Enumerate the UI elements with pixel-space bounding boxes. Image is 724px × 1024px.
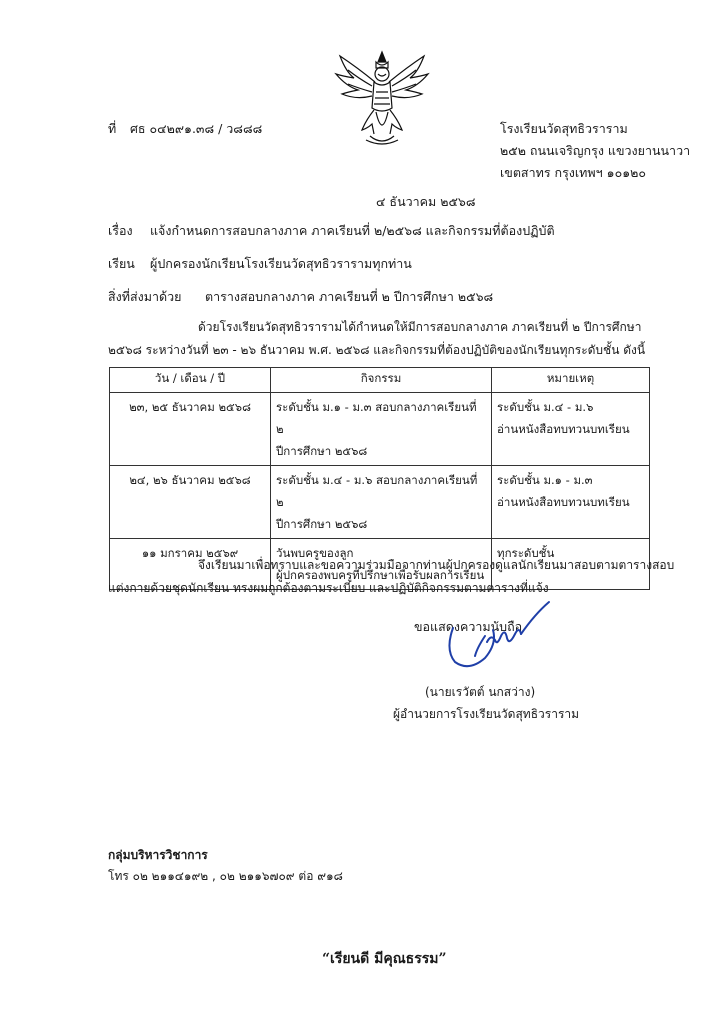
school-address-line1: ๒๕๒ ถนนเจริญกรุง แขวงยานนาวา [500,143,691,158]
ref-label: ที่ [108,121,117,136]
school-name: โรงเรียนวัดสุทธิวราราม [500,121,628,136]
signature-image [425,600,575,690]
row-activity [271,466,492,539]
row-date: ๒๓, ๒๕ ธันวาคม ๒๕๖๘ [110,393,271,466]
enclosure-label: สิ่งที่ส่งมาด้วย [108,289,182,304]
activity-line: ระดับชั้น ม.๑ - ม.๓ สอบกลางภาคเรียนที่ ๒ [276,400,477,436]
closing-regards: ขอแสดงความนับถือ [414,619,523,634]
table-header-row [110,368,650,393]
school-motto: “เรียนดี มีคุณธรรม” [322,951,447,967]
header-note: หมายเหตุ [492,368,650,393]
table-row [110,466,650,539]
note-line: อ่านหนังสือทบทวนบทเรียน [497,495,630,509]
subject-text: แจ้งกำหนดการสอบกลางภาค ภาคเรียนที่ ๒/๒๕๖๘ และกิจกรรมที่ต้องปฏิบัติ [150,223,555,238]
enclosure-text: ตารางสอบกลางภาค ภาคเรียนที่ ๒ ปีการศึกษา ๒๕๖๘ [205,289,494,304]
letter-date: ๔ ธันวาคม ๒๕๖๘ [376,194,476,209]
closing-line2: แต่งกายด้วยชุดนักเรียน ทรงผมถูกต้องตามระเบียบ และปฏิบัติกิจกรรมตามตารางที่แจ้ง [108,581,549,595]
activity-line: ปีการศึกษา ๒๕๖๘ [276,517,368,531]
table-row [110,393,650,466]
row-date: ๒๔, ๒๖ ธันวาคม ๒๕๖๘ [110,466,271,539]
activity-line: ผู้ปกครองพบครูที่ปรึกษาเพื่อรับผลการเรียน [276,568,485,582]
department-name: กลุ่มบริหารวิชาการ [108,848,208,862]
closing-line1: จึงเรียนมาเพื่อทราบและขอความร่วมมือจากท่านผู้ปกครองดูแลนักเรียนมาสอบตามตารางสอบ [198,558,675,572]
header-activity: กิจกรรม [271,368,492,393]
signer-position: ผู้อำนวยการโรงเรียนวัดสุทธิวราราม [393,707,580,721]
note-line: อ่านหนังสือทบทวนบทเรียน [497,422,630,436]
school-address-line2: เขตสาทร กรุงเทพฯ ๑๐๑๒๐ [500,165,647,180]
ref-number: ศธ ๐๔๒๙๑.๓๘ / ว๘๘๘ [130,121,263,136]
note-line: ทุกระดับชั้น [497,546,555,560]
activity-line: ระดับชั้น ม.๔ - ม.๖ สอบกลางภาคเรียนที่ ๒ [276,473,478,509]
note-line: ระดับชั้น ม.๔ - ม.๖ [497,400,594,414]
garuda-emblem-icon [332,48,432,148]
activity-line: ปีการศึกษา ๒๕๖๘ [276,444,368,458]
note-line: ระดับชั้น ม.๑ - ม.๓ [497,473,593,487]
phone-numbers: โทร ๐๒ ๒๑๑๔๑๙๒ , ๐๒ ๒๑๑๖๗๐๙ ต่อ ๙๑๘ [108,869,343,883]
row-note [492,393,650,466]
recipient-text: ผู้ปกครองนักเรียนโรงเรียนวัดสุทธิวรารามทุกท่าน [150,256,412,271]
subject-label: เรื่อง [108,223,133,238]
signer-name: (นายเรวัตต์ นกสว่าง) [425,685,536,699]
header-date: วัน / เดือน / ปี [110,368,271,393]
row-date: ๑๑ มกราคม ๒๕๖๙ [110,539,271,590]
activity-line: วันพบครูของลูก [276,546,354,560]
intro-line1: ด้วยโรงเรียนวัดสุทธิวรารามได้กำหนดให้มีการสอบกลางภาค ภาคเรียนที่ ๒ ปีการศึกษา [198,320,642,334]
recipient-label: เรียน [108,256,135,271]
row-activity [271,393,492,466]
intro-line2: ๒๕๖๘ ระหว่างวันที่ ๒๓ - ๒๖ ธันวาคม พ.ศ. ๒๕๖๘ และกิจกรรมที่ต้องปฏิบัติของนักเรียนทุกระดับชั้น ดังนี้ [108,343,646,357]
row-note [492,466,650,539]
